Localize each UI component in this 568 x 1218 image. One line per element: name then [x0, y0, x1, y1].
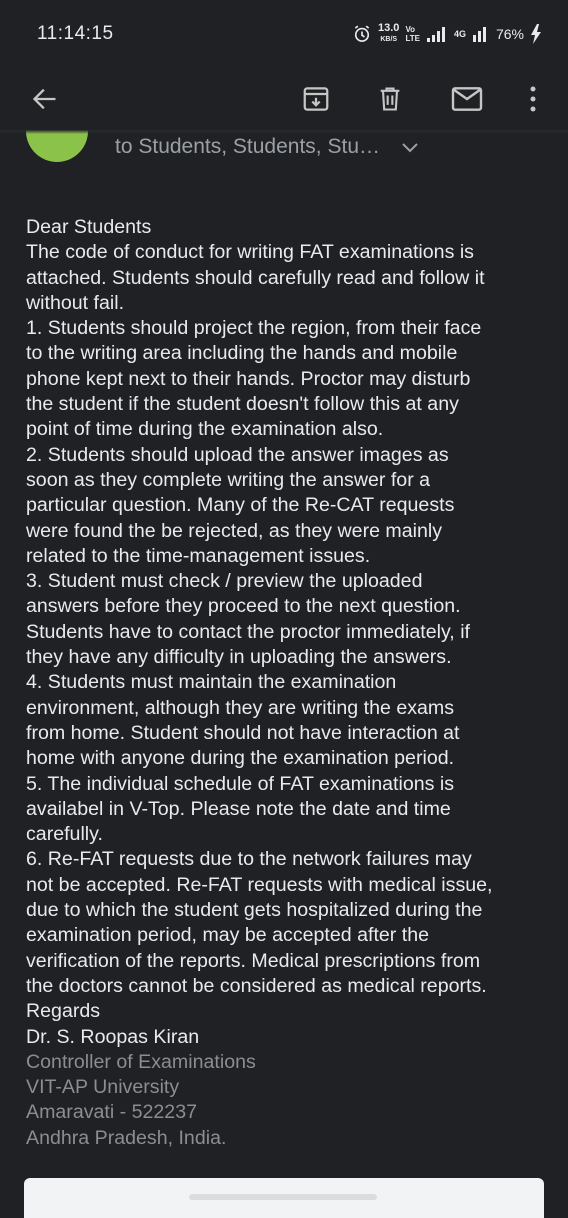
body-line: 6. Re-FAT requests due to the network failures may [26, 848, 472, 871]
body-line: due to which the student gets hospitalized during the [26, 899, 483, 922]
arrow-left-icon [31, 85, 59, 113]
recipients-summary[interactable]: to Students, Students, Stu… [115, 135, 380, 158]
body-line: availabel in V-Top. Please note the date and time [26, 797, 451, 820]
body-line: without fail. [26, 291, 125, 314]
network-type [454, 29, 466, 39]
body-line: particular question. Many of the Re-CAT requests [26, 494, 455, 517]
body-line: 2. Students should upload the answer images as [26, 443, 449, 466]
closing-line: Regards [26, 1000, 101, 1023]
body-line: environment, although they are writing the exams [26, 696, 455, 719]
body-line: carefully. [26, 823, 103, 846]
archive-button[interactable] [295, 78, 337, 120]
alarm-icon [352, 24, 372, 44]
archive-icon [301, 84, 331, 114]
more-options-button[interactable] [512, 78, 554, 120]
signature-name: Dr. S. Roopas Kiran [26, 1025, 200, 1048]
body-line: were found the be rejected, as they were mainly [26, 519, 443, 542]
delete-button[interactable] [369, 78, 411, 120]
status-icons [352, 23, 542, 45]
status-time: 11:14:15 [37, 23, 114, 44]
body-line: 5. The individual schedule of FAT examinations is [26, 772, 455, 795]
body-line: Students have to contact the proctor immediately, if [26, 620, 470, 643]
body-line: to the writing area including the hands and mobile [26, 342, 458, 365]
body-line: 4. Students must maintain the examination [26, 671, 397, 694]
signal-icon-2 [472, 25, 490, 43]
signature-title: Controller of Examinations [26, 1050, 256, 1073]
body-line: The code of conduct for writing FAT examinations is [26, 241, 474, 264]
mark-unread-button[interactable] [446, 78, 488, 120]
email-body [26, 215, 546, 1151]
network-speed [378, 23, 399, 45]
body-line: Dear Students [26, 216, 152, 238]
body-line: from home. Student should not have interaction at [26, 721, 460, 744]
body-line: related to the time-management issues. [26, 544, 371, 567]
chevron-down-icon[interactable] [401, 142, 419, 154]
body-line: examination period, may be accepted after the [26, 924, 430, 947]
body-line: phone kept next to their hands. Proctor may disturb [26, 367, 471, 390]
sender-row [0, 130, 568, 180]
body-line: not be accepted. Re-FAT requests with medical issue, [26, 873, 493, 896]
body-line: they have any difficulty in uploading the answers. [26, 646, 452, 669]
signal-icon [426, 25, 448, 43]
battery-percent: 76% [495, 26, 524, 42]
signature-region: Andhra Pradesh, India. [26, 1126, 227, 1149]
toolbar-shadow [0, 130, 568, 134]
body-line: the student if the student doesn't follow this at any [26, 393, 459, 416]
signature-organization: VIT-AP University [26, 1076, 180, 1099]
app-toolbar [0, 68, 568, 130]
back-button[interactable] [24, 78, 66, 120]
attachment-card[interactable] [24, 1178, 544, 1218]
volte-indicator [405, 25, 420, 43]
more-vert-icon [529, 85, 537, 113]
signature-city: Amaravati - 522237 [26, 1101, 197, 1124]
body-line: 1. Students should project the region, from their face [26, 317, 482, 340]
sender-avatar[interactable] [26, 130, 88, 162]
body-line: soon as they complete writing the answer for a [26, 468, 431, 491]
body-line: verification of the reports. Medical prescriptions from [26, 949, 481, 972]
body-line: home with anyone during the examination period. [26, 747, 455, 770]
body-line: point of time during the examination also. [26, 418, 384, 441]
network-speed-value: 13.0 [378, 22, 400, 34]
status-bar [0, 0, 568, 68]
body-line: the doctors cannot be considered as medical reports. [26, 974, 487, 997]
body-line: attached. Students should carefully read and follow it [26, 266, 485, 289]
network-type-label: 4G [453, 29, 466, 39]
charging-icon [530, 24, 542, 44]
body-line: 3. Student must check / preview the uploaded [26, 570, 423, 593]
network-speed-unit: KB/S [380, 36, 398, 43]
attachment-preview-bar [189, 1194, 377, 1200]
mail-icon [451, 85, 483, 113]
volte-top: Vo [405, 25, 416, 34]
volte-bottom: LTE [405, 34, 420, 43]
trash-icon [376, 84, 404, 114]
body-line: answers before they proceed to the next question. [26, 595, 461, 618]
